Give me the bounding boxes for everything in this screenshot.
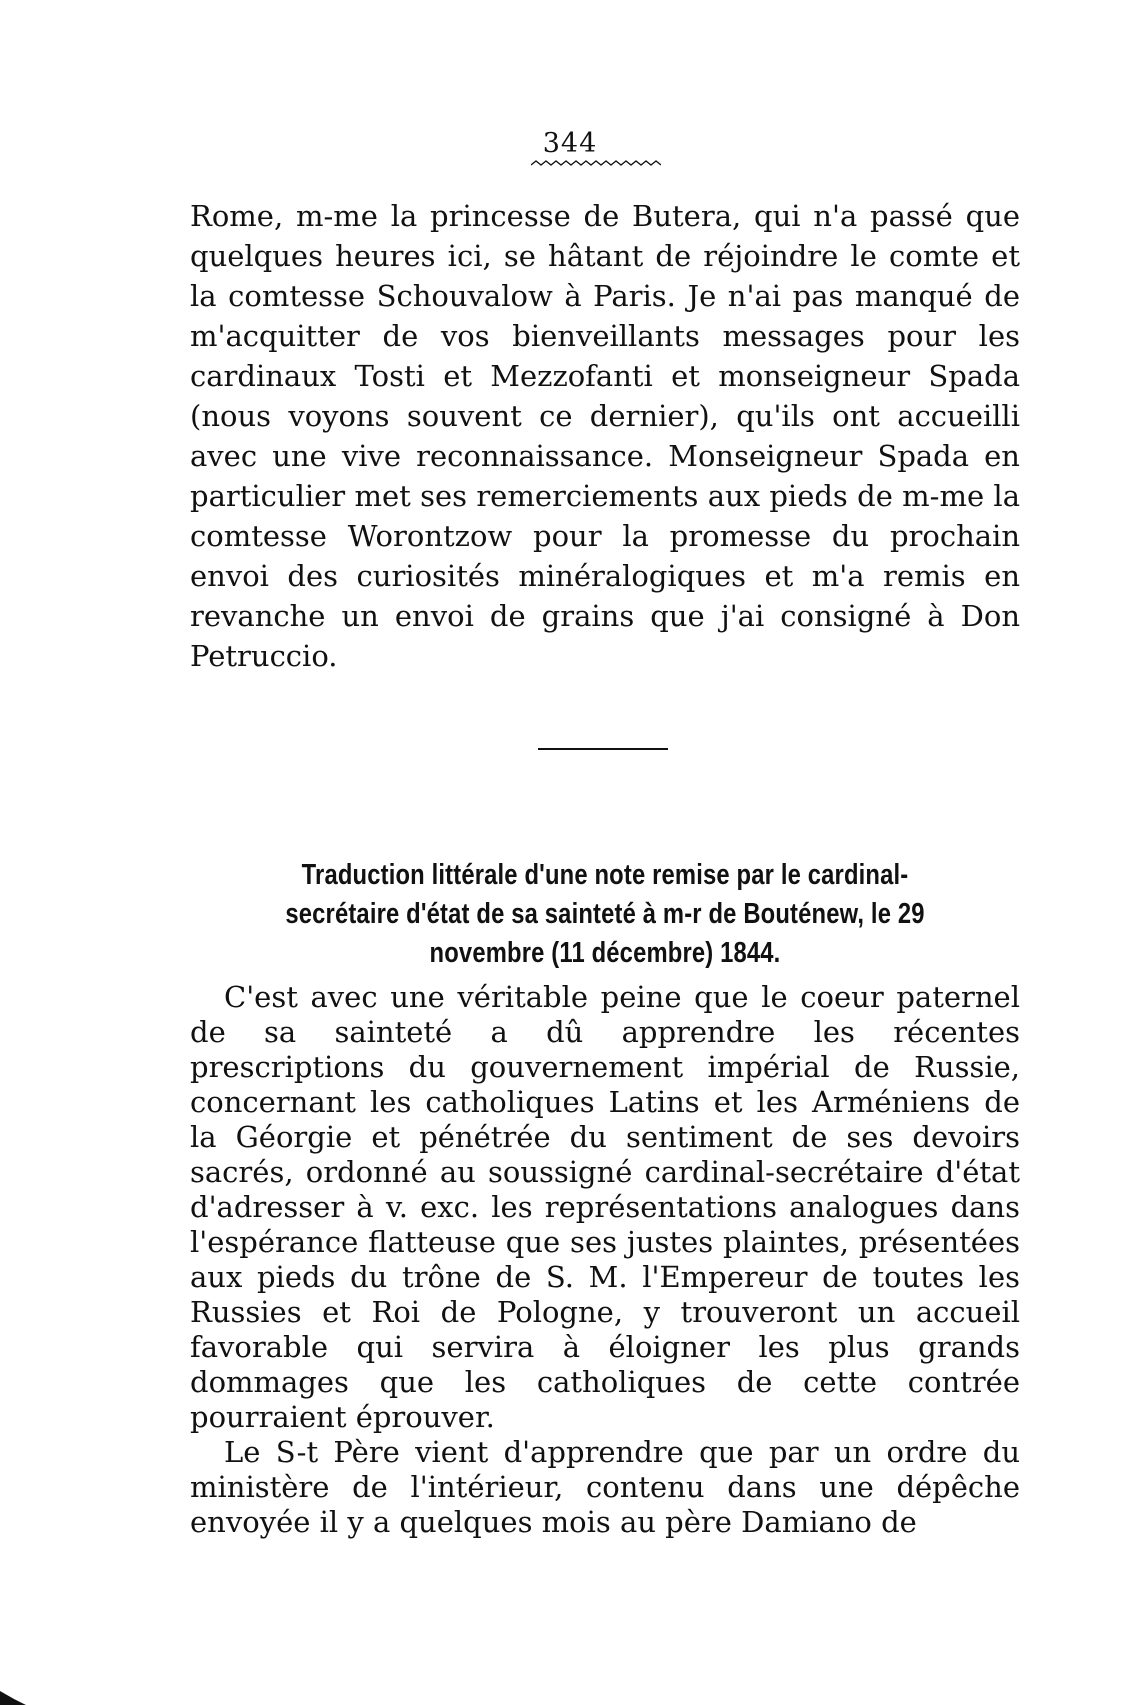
body-paragraph-2: Le S-t Père vient d'apprendre que par un ordre du ministère de l'intérieur, contenu dans une dépêche envoyée il y a quelques mois au père Damiano de xyxy=(190,1435,1020,1539)
body-paragraph-1: C'est avec une véritable peine que le coeur paternel de sa sainteté a dû apprendre les récentes prescriptions du gouvernement impérial de Russie, concernant les catholiques Latins et les Arméniens de la Géorgie et pénétrée du sentiment de ses devoirs sacrés, ordonné au soussigné cardinal-secrétaire d'état d'adresser à v. exc. les représentations analogues dans l'espérance flatteuse que ses justes plaintes, présentées aux pieds du trône de S. M. l'Empereur de toutes les Russies et Roi de Pologne, y trouveront un accueil favorable qui servira à éloigner les plus grands dommages que les catholiques de cette contrée pourraient éprouver. xyxy=(190,980,1020,1434)
top-paragraph xyxy=(190,196,1020,676)
top-paragraph-text: Rome, m-me la princesse de Butera, qui n'a passé que quelques heures ici, se hâtant de réjoindre le comte et la comtesse Schouvalow à Paris. Je n'ai pas manqué de m'acquitter de vos bienveillants messages pour les cardinaux Tosti et Mezzofanti et monseigneur Spada (nous voyons souvent ce dernier), qu'ils ont accueilli avec une vive reconnaissance. Monseigneur Spada en particulier met ses remerciements aux pieds de m-me la comtesse Worontzow pour la promesse du prochain envoi des curiosités minéralogiques et m'a remis en revanche un envoi de grains que j'ai consigné à Don Petruccio. xyxy=(190,199,1020,673)
page-number-ornament xyxy=(531,160,661,170)
page-corner-mark xyxy=(0,1691,26,1705)
section-divider xyxy=(538,748,668,750)
section-body xyxy=(190,980,1020,1540)
page-number: 344 xyxy=(542,128,598,159)
section-title: Traduction littérale d'une note remise par le cardinal-secrétaire d'état de sa sainteté à m-r de Bouténew, le 29 novembre (11 décembre) 1844. xyxy=(285,859,925,969)
